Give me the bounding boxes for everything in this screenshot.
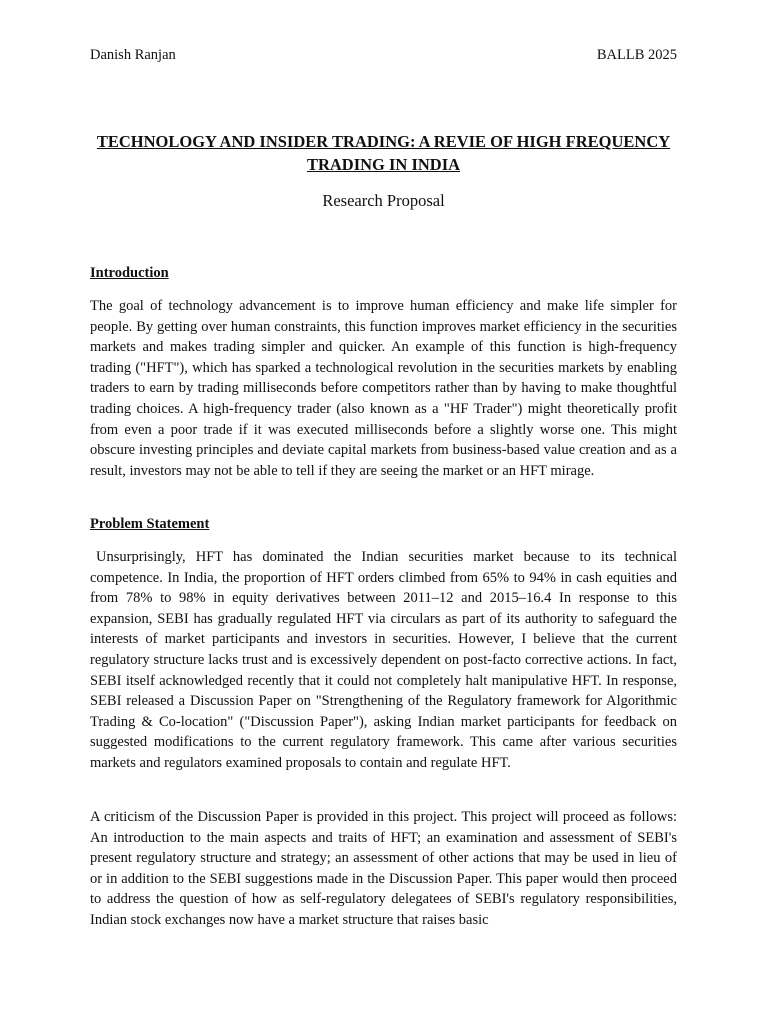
introduction-heading: Introduction — [90, 265, 169, 281]
document-title: TECHNOLOGY AND INSIDER TRADING: A REVIE OF HIGH FREQUENCY TRADING IN INDIA — [96, 132, 671, 174]
document-subtitle: Research Proposal — [322, 191, 445, 210]
course-label: BALLB 2025 — [596, 47, 677, 63]
document-page — [90, 0, 677, 1024]
problem-statement-heading: Problem Statement — [90, 516, 210, 532]
criticism-paragraph: A criticism of the Discussion Paper is provided in this project. This project will proceed as follows: An introduction to the main aspects and traits of HFT; an examination and assessment of SEBI's present regulatory structure and strategy; an assessment of other actions that may be used in lieu of or in addition to the SEBI suggestions made in the Discussion Paper. This paper would then proceed to address the question of how as self-regulatory delegatees of SEBI's regulatory responsibilities, Indian stock exchanges now have a market structure that raises basic — [90, 809, 677, 928]
author-name: Danish Ranjan — [90, 47, 176, 63]
page-header — [90, 46, 677, 64]
introduction-paragraph: The goal of technology advancement is to improve human efficiency and make life simpler for people. By getting over human constraints, this function improves market efficiency in the securities markets and makes trading simpler and quicker. An example of this function is high-frequency trading ("HFT"), which has sparked a technological revolution in the securities markets by enabling traders to earn by trading milliseconds before competitors rather than by having to make thoughtful trading choices. A high-frequency trader (also known as a "HF Trader") might theoretically profit from even a poor trade if it was executed milliseconds before a slightly worse one. This might obscure investing principles and deviate capital markets from business-based value creation and as a result, investors may not be able to tell if they are seeing the market or an HFT mirage. — [90, 298, 677, 479]
problem-statement-paragraph: Unsurprisingly, HFT has dominated the Indian securities market because to its technical competence. In India, the proportion of HFT orders climbed from 65% to 94% in cash equities and from 78% to 98% in equity derivatives between 2011–12 and 2015–16.4 In response to this expansion, SEBI has gradually regulated HFT via circulars as part of its authority to safeguard the interests of market participants and investors in securities. However, I believe that the current regulatory structure lacks trust and is excessively dependent on post-facto corrective actions. In fact, SEBI itself acknowledged recently that it could not completely halt manipulative HFT. In response, SEBI released a Discussion Paper on "Strengthening of the Regulatory framework for Algorithmic Trading & Co-location" ("Discussion Paper"), asking Indian market participants for feedback on suggested modifications to the current regulatory framework. This came after various securities markets and regulators examined proposals to contain and regulate HFT. — [90, 549, 677, 771]
